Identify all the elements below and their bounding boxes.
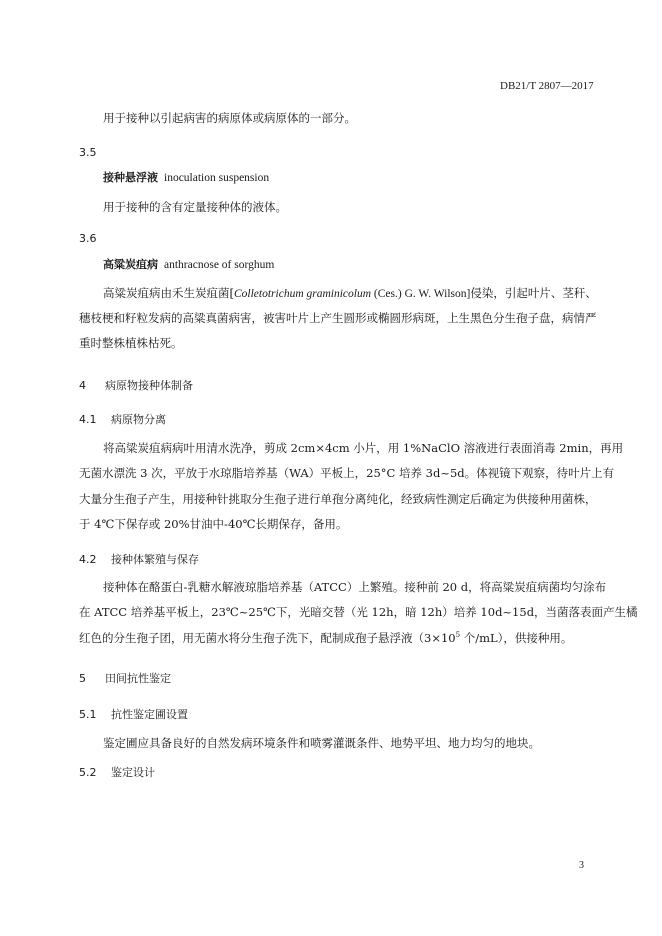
definition-3-6-line: 穗枝梗和籽粒发病的高粱真菌病害，被害叶片上产生圆形或椭圆形病斑，上生黑色分生孢子盘，病情严 [79,311,597,325]
section-heading-5-1 [79,706,188,722]
paragraph-line: 大量分生孢子产生，用接种针挑取分生孢子进行单孢分离纯化，经致病性测定后确定为供接种用菌株， [79,492,597,506]
section-number: 5 [79,672,86,685]
term-3-6 [103,256,274,272]
paragraph-line: 于 4℃下保存或 20%甘油中-40℃长期保存，备用。 [79,517,348,531]
text-segment: 个/mL），供接种用。 [460,631,573,645]
paragraph-line: 鉴定圃应具备良好的自然发病环境条件和喷雾灌溉条件、地势平坦、地力均匀的地块。 [103,736,540,750]
term-english: inoculation suspension [164,172,270,184]
text-segment: 红色的分生孢子团，用无菌水将分生孢子洗下，配制成孢子悬浮液（3×10 [79,631,456,645]
section-heading-5-2 [79,764,155,780]
section-title: 病原物分离 [111,413,166,426]
paragraph-line: 在 ATCC 培养基平板上，23℃~25℃下，光暗交替（光 12h，暗 12h）培养 10d~15d，当菌落表面产生橘 [79,605,638,619]
document-code: DB21/T 2807—2017 [500,80,594,92]
superscript: 5 [455,631,461,639]
section-number: 5.2 [79,766,97,779]
section-number: 5.1 [79,708,97,721]
section-number: 4 [79,379,86,392]
section-heading-5 [79,670,171,686]
page-number: 3 [579,860,584,871]
section-number: 4.1 [79,413,97,426]
text-segment: 高粱炭疽病由禾生炭疽菌[ [103,286,234,300]
scientific-name: Colletotrichum graminicolum [234,288,372,300]
term-english: anthracnose of sorghum [164,259,275,271]
section-heading-4-2 [79,551,199,567]
paragraph-line: 接种体在酪蛋白-乳糖水解液琼脂培养基（ATCC）上繁殖。接种前 20 d，将高粱炭疽病菌均匀涂布 [103,580,607,594]
paragraph-line [79,632,572,645]
paragraph-line: 无菌水漂洗 3 次，平放于水琼脂培养基（WA）平板上，25°C 培养 3d~5d。体视镜下观察，待叶片上有 [79,466,615,480]
section-title: 病原物接种体制备 [105,379,193,392]
definition-3-6-line [103,287,597,301]
section-number: 4.2 [79,553,97,566]
section-heading-4-1 [79,411,166,427]
term-chinese: 高粱炭疽病 [103,258,158,271]
text-segment: (Ces.) G. W. Wilson]侵染，引起叶片、茎秆、 [371,288,597,300]
definition-3-6-line: 重时整株植株枯死。 [79,336,183,350]
section-title: 接种体繁殖与保存 [111,553,199,566]
definition-3-5: 用于接种的含有定量接种体的液体。 [103,200,287,214]
section-heading-4 [79,377,193,393]
term-3-5 [103,169,269,185]
section-title: 抗性鉴定圃设置 [111,708,188,721]
section-number-3-5: 3.5 [79,146,97,159]
paragraph-line: 将高粱炭疽病病叶用清水洗净，剪成 2cm×4cm 小片，用 1%NaClO 溶液进行表面消毒 2min，再用 [103,441,624,455]
paragraph-line: 用于接种以引起病害的病原体或病原体的一部分。 [103,111,356,125]
section-title: 鉴定设计 [111,766,155,779]
section-number-3-6: 3.6 [79,232,97,245]
term-chinese: 接种悬浮液 [103,171,158,184]
section-title: 田间抗性鉴定 [105,672,171,685]
